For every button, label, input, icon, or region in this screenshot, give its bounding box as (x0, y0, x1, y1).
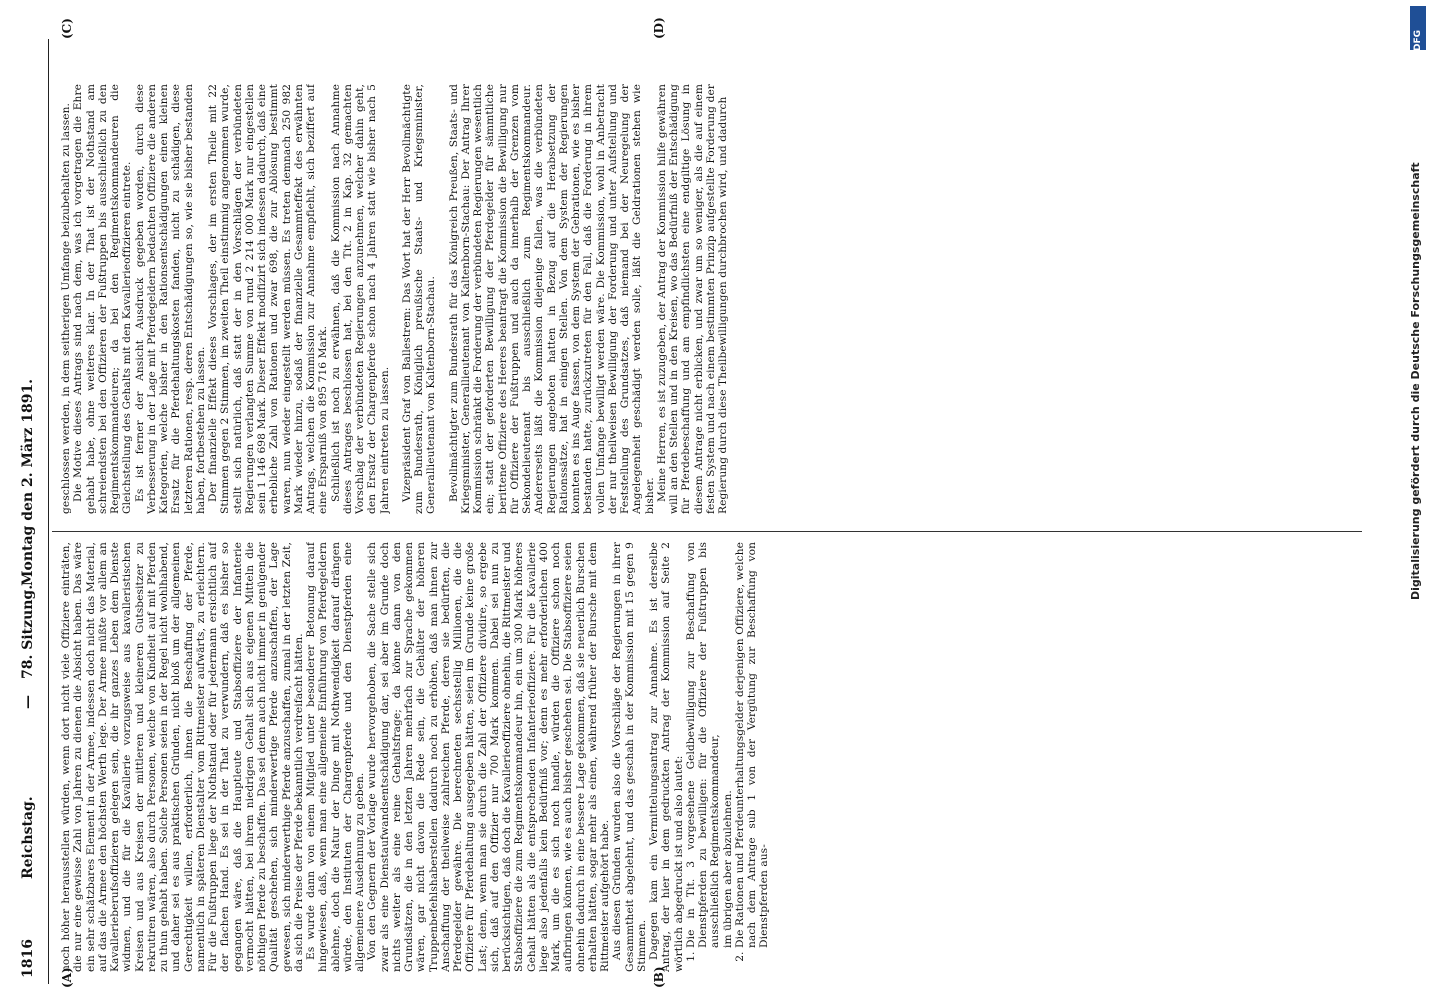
paragraph: Dagegen kam ein Vermittelungsantrag zur Annahme. Es ist derselbe Antrag, der hier in dem gedruckten Antrag der Kommission auf Seite 2 wörtlich abgedruckt ist und also lautet: (648, 542, 685, 972)
list-item-text: Die in Tit. 3 vorgesehene Geldbewilligung zur Beschaffung von Dienstpferden zu bewilligen: für die Offiziere der Fußtruppen bis ausschließlich Regimentskommandeur, (684, 542, 722, 948)
paragraph: geschlossen werden, in dem seitherigen Umfange beizubehalten zu lassen. (60, 102, 72, 514)
dfg-logo: DFG (1410, 6, 1426, 50)
page-number: 1816 (20, 939, 36, 978)
margin-letter-d: (D) (652, 17, 666, 39)
paragraph: Aus diesen Gründen wurden also die Vorschläge der Regierungen in ihrer Gesammtheit abgelehnt, und das geschah in der Kommission mit 15 gegen 9 Stimmen. (611, 542, 648, 972)
header-rule (48, 39, 49, 984)
session-label: 78. Sitzung. (20, 584, 36, 679)
stamp-text: Digitalisierung gefördert durch die Deutsche Forschungsgemeinschaft (1409, 162, 1422, 600)
paragraph: Es wurde dann von einem Mitglied unter besonderer Betonung darauf hingewiesen, daß, wenn man eine allgemeine Einführung von Pferdegeldern ablehne, doch die Natur der Dinge mit Nothwendigkeit darauf drängen würde, den Instituten der Chargenpferde und den Dienstpferden eine allgemeinere Ausdehnung zu geben. (305, 542, 366, 972)
paragraph: Schließlich ist noch zu erwähnen, daß die Kommission nach Annahme dieses Antrages beschlossen hat, bei den Tit. 2 in Kap. 32 gemachten Vorschlag der verbündeten Regierungen anzunehmen, welcher dahin geht, den Ersatz der Chargenpferde schon nach 4 Jahren statt wie bisher nach 5 Jahren eintreten zu lassen. (329, 84, 391, 514)
column-divider (52, 531, 1362, 532)
paragraph: Meine Herren, es ist zuzugeben, der Antrag der Kommission hilfe gewähren will an den Stellen und in den Kreisen, wo das Bedürfniß der Entschädigung für Pferdebeschaffung und am empfindlichsten eine endgiltige Lösung in diesem Antrage nicht erblicken, und zwar um so weniger, als die auf einem festen System und nach einem bestimmten Prinzip aufgestellte Forderung der Regierung durch diese Theilbewilligungen durchbrochen wird, und dadurch (655, 84, 729, 514)
margin-letter-b: (B) (652, 966, 666, 988)
session-date: Montag den 2. März 1891. (20, 378, 36, 586)
margin-letter-c: (C) (60, 18, 74, 39)
rotated-page (12, 17, 1412, 988)
paragraph: Von den Gegnern der Vorlage wurde hervorgehoben, die Sache stelle sich zwar als eine Dienstaufwandsentschädigung dar, sei aber im Grunde doch nichts weiter als eine reine Gehaltsfrage; da könne dann von den Grundsätzen, die in den letzten Jahren mehrfach zur Sprache gekommen wären, gar nicht davon die Rede sein, die Gehälter der höheren Truppenbefehlshaberstellen dadurch noch zu erhöhen, daß man ihnen zur Anschaffung der theilweise zahlreichen Pferde, deren sie bedürften, die Pferdegelder gewähre. Die berechneten sechsstellig Millionen, die die Offiziere für Pferdehaltung ausgegeben hätten, seien im Grunde keine große Last; denn, wenn man sie durch die Zahl der Offiziere dividire, so ergebe sich, daß auf den Offizier nur 700 Mark kommen. Dabei sei nun zu berücksichtigen, daß doch die Kavallerieoffiziere ohnehin, die Rittmeister und Stabsoffiziere die zum Regimentskommandeur hin, ein um 300 Mark höheres Gehalt hätten als die entsprechenden Infanterieoffiziere. Für die Kavallerie liege also jedenfalls kein Bedürfniß vor; denn es mehr erforderlichen 400 Mark, um die es sich noch handle, würden die Offiziere schon noch aufbringen können, wie es auch bisher geschehen sei. Die Stabsoffiziere seien ohnehin dadurch in eine bessere Lage gekommen, daß sie neuerlich Burschen erhalten hätten, sogar mehr als einen, während früher der Bursche mit dem Rittmeister aufgehört habe. (366, 542, 611, 972)
speech-paragraph: Bevollmächtigter zum Bundesrath für das Königreich Preußen, Staats- und Kriegsminister, Generallieutenant von Kaltenborn-Stachau: Der Antrag Ihrer Kommission schränkt die Forderung der verbündeten Regierungen wesentlich ein; statt der geforderten Bewilligung der Pferdegelder für sämmtliche berittene Offiziere des Heeres beantragt die Kommission die Bewilligung nur für Offiziere der Fußtruppen und auch da innerhalb der Grenzen vom Sekondelieutenant bis ausschließlich zum Regimentskommandeur. Andererseits läßt die Kommission diejenige fallen, was die verbündeten Regierungen angeboten hatten in Bezug auf die Herabsetzung der Rationssätze, hat in einigen Stellen. Von dem System der Regierungen konnten es ins Auge fassen, von dem System der Gebrationen, wie es bisher bestanden hatte, zurückzutreten für den Fall, daß die Forderung in ihrem vollen Umfange bewilligt werden wäre. Die Kommission, wohl in Anbetracht der nur theilweisen Bewilligung der Forderung und unter Aufstellung und Feststellung des Grundsatzes, daß niemand bei der Neuregelung der Angelegenheit geschädigt werden solle, läßt die Geldrationen stehen wie bisher. (447, 84, 656, 514)
list-item-text: im übrigen aber abzulehnen. (721, 790, 734, 948)
paragraph: Die Motive dieses Antrags sind nach dem, was ich vorgetragen die Ehre gehabt habe, ohne weiteres klar. In der That ist der Nothstand am schreiendsten bei den Offizieren der Fußtruppen bis ausschließlich zu den Regimentskommandeuren; da bei den Regimentskommandeuren die Gleichstellung des Gehalts mit den Kavallerieoffizieren eintrete. (72, 84, 134, 514)
margin-letter-a: (A) (60, 967, 74, 988)
digitization-stamp (1405, 60, 1427, 620)
motion-list (685, 542, 771, 972)
right-column (60, 84, 1380, 514)
page-header-title: Reichstag. (20, 796, 36, 879)
speaker-paragraph: Vizepräsident Graf von Ballestrem: Das Wort hat der Herr Bevollmächtigte zum Bundesrath, Königlich preußische Staats- und Kriegsminister, Generallieutenant von Kaltenborn-Stachau. (400, 84, 438, 514)
paragraph: Es ist ferner der Ansicht Ausdruck gegeben worden, durch diese Verbesserung in der Lage mit Pferdegeldern bedachten Offiziere die anderen Kategorien, welche bisher in den Rationsentschädigungen einen kleinen Ersatz für die Pferdehaltungskosten fanden, nicht zu schädigen, diese letzteren Rationen, resp. deren Entschädigungen so, wie sie bisher bestanden haben, fortbestehen zu lassen. (133, 84, 207, 514)
header-dash: — (20, 695, 36, 709)
list-item (685, 542, 734, 948)
list-item (734, 542, 771, 948)
paragraph: noch höher herausstellen würden, wenn dort nicht viele Offiziere einträten, die nur eine gewisse Zahl von Jahren zu dienen die Absicht haben. Das wäre ein sehr schätzbares Element in der Armee, indessen doch nicht das Material, auf das die Armee den höchsten Werth lege. Der Armee müßte vor allem an Kavallerieberufsoffizieren gelegen sein, die ihr ganzes Leben dem Dienste widmen, und die für die Kavallerie vorzugsweise aus kavalleristischen Kreisen und aus Kreisen der mittleren und kleineren Gutsbesitzer zu rekrutiren wären, also durch Personen, welche von Kindheit auf mit Pferden zu thun gehabt haben. Solche Personen seien in der Regel nicht wohlhabend, und daher sei es aus praktischen Gründen, nicht bloß um der allgemeinen Gerechtigkeit willen, erforderlich, ihnen die Beschaffung der Pferde, namentlich in späteren Dienstalter vom Rittmeister aufwärts, zu erleichtern. Für die Fußtruppen liege der Nothstand oder für jedermann ersichtlich auf der flachen Hand. Es sei in der That zu verwundern, daß es bisher so gegangen wäre, daß die Hauptleute und Stabsoffiziere der Infanterie vermocht hätten, bei ihrem niedrigen Gehalt sich aus eigenen Mitteln die nöthigen Pferde zu beschaffen. Das sei denn auch nicht immer in genügender Qualität geschehen, sich minderwertige Pferde anzuschaffen, der Lage gewesen, sich minderwerthige Pferde anzuschaffen, zumal in der letzten Zeit, da sich die Preise der Pferde bekanntlich verdreifacht hätten. (60, 542, 305, 972)
left-column (60, 542, 1380, 972)
list-item-text: Die Rationen und Pferdeunterhaltungsgelder derjenigen Offiziere, welche nach dem Antrage sub 1 von der Vergütung zur Beschaffung von Dienstpferden aus- (733, 542, 771, 948)
paragraph: Der finanzielle Effekt dieses Vorschlages, der im ersten Theile mit 22 Stimmen gegen 2 Stimmen, im zweiten Theil einstimmig angenommen wurde, stellt sich natürlich, daß statt der in den Vorschlägen der verbündeten Regierungen verlangten Summe von rund 2 214 000 Mark nur eingestellen sein 1 146 698 Mark. Dieser Effekt modifizirt sich indessen dadurch, daß eine erhebliche Zahl von Rationen und zwar 698, die zur Ablösung bestimmt waren, nun wieder eingestellt werden müssen. Es treten demnach 250 982 Mark wieder hinzu, sodaß der finanzielle Gesammteffekt des erwähnten Antrags, welchen die Kommission zur Annahme empfiehlt, sich beziffert auf eine Ersparniß von 895 716 Mark. (207, 84, 330, 514)
